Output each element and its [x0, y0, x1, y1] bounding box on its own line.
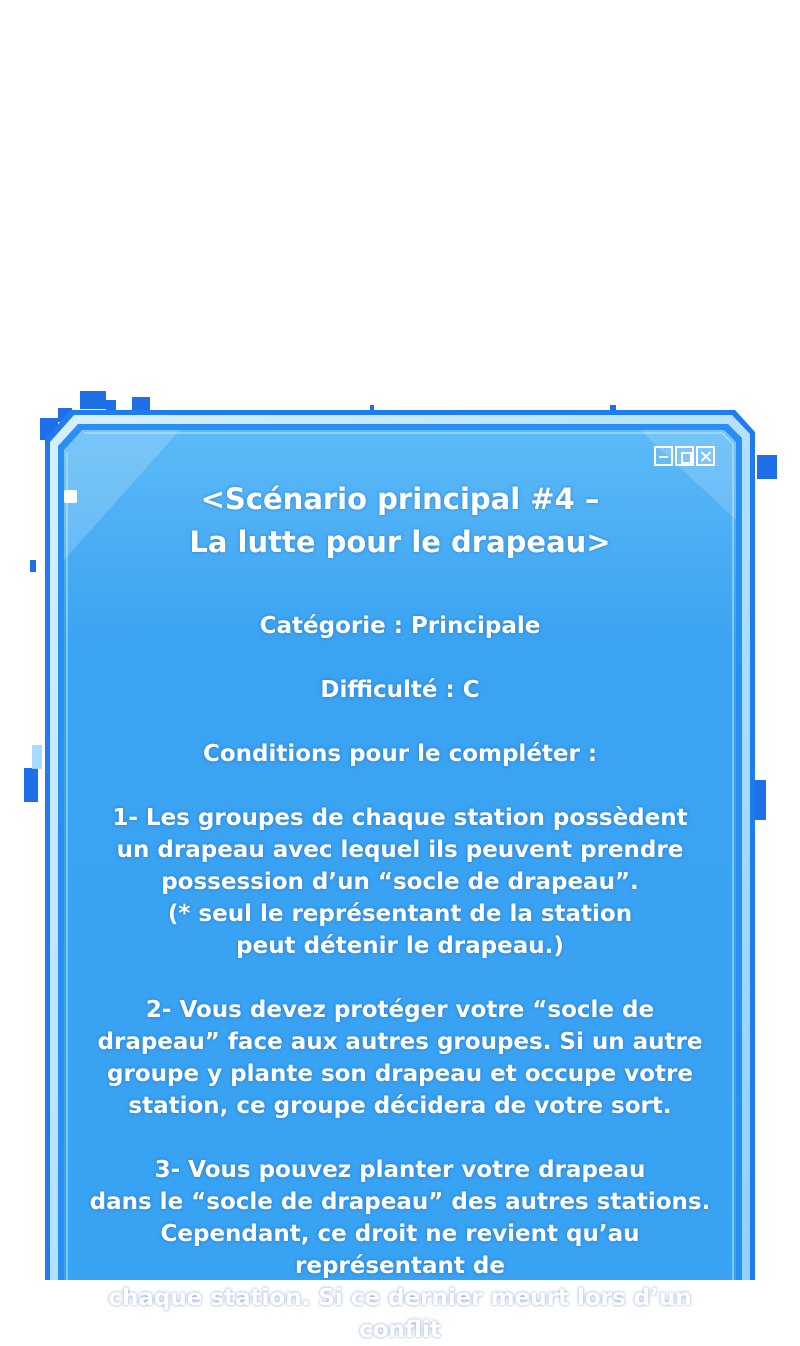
condition-2-line: 2- Vous devez protéger votre “socle de [145, 997, 655, 1023]
maximize-icon[interactable] [675, 446, 694, 466]
condition-2-line: drapeau” face aux autres groupes. Si un autre [97, 1029, 703, 1055]
difficulty-text: Difficulté : C [320, 677, 480, 703]
condition-1-line: 1- Les groupes de chaque station possèdent [112, 805, 688, 831]
condition-1-line: (* seul le représentant de la station [167, 901, 633, 927]
condition-2-line: groupe y plante son drapeau et occupe votre [107, 1061, 693, 1087]
category-text: Catégorie : Principale [259, 613, 541, 639]
scenario-message [72, 470, 728, 1346]
condition-2 [72, 994, 728, 1122]
title-line-1: <Scénario principal #4 – [200, 482, 600, 516]
condition-3-line: chaque station. Si ce dernier meurt lors d’un conflit [108, 1285, 692, 1343]
condition-1-line: un drapeau avec lequel ils peuvent prendre [116, 837, 684, 863]
window-controls [654, 446, 715, 466]
conditions-heading: Conditions pour le compléter : [202, 741, 598, 767]
scenario-title [72, 478, 728, 564]
condition-1 [72, 802, 728, 962]
condition-3-line: 3- Vous pouvez planter votre drapeau [154, 1157, 646, 1183]
title-line-2: La lutte pour le drapeau> [189, 525, 611, 559]
condition-3 [72, 1154, 728, 1346]
close-icon[interactable] [696, 446, 715, 466]
condition-3-line: dans le “socle de drapeau” des autres stations. [89, 1189, 711, 1215]
condition-1-line: possession d’un “socle de drapeau”. [161, 869, 639, 895]
condition-3-line: Cependant, ce droit ne revient qu’au représentant de [160, 1221, 640, 1279]
condition-2-line: station, ce groupe décidera de votre sort. [128, 1093, 672, 1119]
condition-1-line: peut détenir le drapeau.) [236, 933, 564, 959]
minimize-icon[interactable] [654, 446, 673, 466]
